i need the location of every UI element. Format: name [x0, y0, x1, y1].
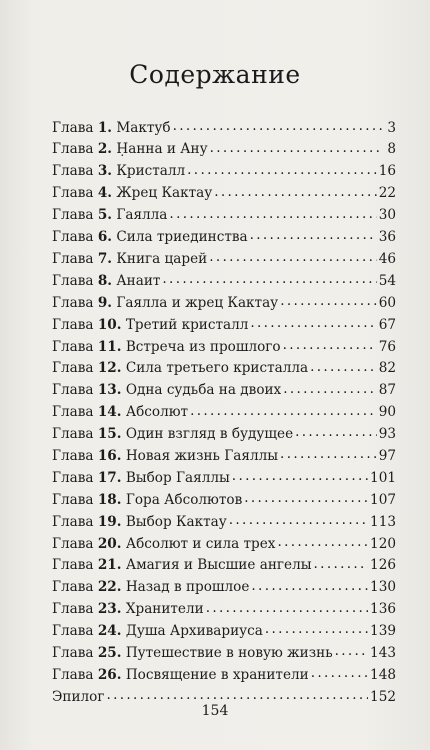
- dot-leader: [232, 468, 368, 482]
- toc-entry-label: [52, 229, 248, 245]
- dot-leader: [250, 315, 376, 329]
- toc-page-number: 36: [378, 229, 396, 246]
- toc-entry-label: [52, 645, 333, 661]
- chapter-number: 9.: [97, 294, 113, 311]
- toc-entry-label: [52, 426, 293, 442]
- chapter-number: 19.: [97, 513, 122, 530]
- toc-entry: [52, 293, 396, 315]
- toc-page-number: 30: [378, 207, 396, 224]
- chapter-title: Абсолют и сила трех: [125, 535, 276, 552]
- chapter-word: Глава: [52, 579, 94, 596]
- toc-page-number: 136: [370, 601, 396, 618]
- toc-entry: [52, 643, 396, 665]
- toc-entry-label: [52, 295, 278, 311]
- toc-page-number: 46: [378, 250, 396, 267]
- toc-page-number: 16: [378, 163, 396, 180]
- chapter-number: 2.: [97, 141, 113, 158]
- chapter-word: Глава: [52, 644, 94, 661]
- chapter-word: Глава: [52, 426, 94, 443]
- toc-entry-label: [52, 120, 171, 136]
- dot-leader: [209, 249, 376, 263]
- toc-entry: [52, 512, 396, 534]
- chapter-title: Эпилог: [52, 688, 105, 705]
- toc-entry-label: [52, 404, 188, 420]
- chapter-word: Глава: [52, 601, 94, 618]
- dot-leader: [206, 600, 368, 614]
- chapter-word: Глава: [52, 491, 94, 508]
- dot-leader: [280, 293, 377, 307]
- toc-entry: [52, 403, 396, 425]
- dot-leader: [173, 118, 382, 132]
- toc-entry: [52, 556, 396, 578]
- chapter-number: 25.: [97, 644, 122, 661]
- toc-entry-label: [52, 536, 275, 552]
- chapter-title: Ḥанна и Ану: [116, 141, 208, 158]
- chapter-word: Глава: [52, 623, 94, 640]
- toc-page-number: 139: [370, 623, 396, 640]
- toc-page-number: 93: [378, 426, 396, 443]
- dot-leader: [250, 227, 377, 241]
- chapter-word: Глава: [52, 119, 94, 136]
- chapter-number: 4.: [97, 185, 113, 202]
- toc-entry: [52, 446, 396, 468]
- chapter-number: 14.: [97, 404, 122, 421]
- chapter-number: 12.: [97, 360, 122, 377]
- chapter-word: Глава: [52, 272, 94, 289]
- chapter-title: Гаялла и жрец Кактау: [116, 294, 279, 311]
- chapter-word: Глава: [52, 360, 94, 377]
- chapter-title: Одна судьба на двоих: [125, 382, 282, 399]
- chapter-word: Глава: [52, 250, 94, 267]
- dot-leader: [265, 621, 368, 635]
- toc-entry: [52, 162, 396, 184]
- toc-entry: [52, 468, 396, 490]
- toc-page-number: 87: [378, 382, 396, 399]
- toc-entry-label: [52, 667, 309, 683]
- toc-entry: [52, 578, 396, 600]
- chapter-title: Анаит: [116, 272, 161, 289]
- chapter-number: 18.: [97, 491, 122, 508]
- toc-entry-label: [52, 141, 208, 157]
- dot-leader: [277, 534, 368, 548]
- toc-entry: [52, 140, 396, 162]
- toc-entry: [52, 227, 396, 249]
- chapter-title: Новая жизнь Гаяллы: [125, 447, 279, 464]
- chapter-title: Сила триединства: [116, 229, 248, 246]
- dot-leader: [169, 206, 376, 220]
- toc-page-number: 8: [387, 141, 396, 158]
- toc-page-number: 120: [370, 535, 396, 552]
- chapter-title: Путешествие в новую жизнь: [125, 644, 333, 661]
- dot-leader: [244, 490, 368, 504]
- chapter-title: Жрец Кактау: [116, 185, 213, 202]
- chapter-word: Глава: [52, 404, 94, 421]
- toc-page-number: 90: [378, 404, 396, 421]
- chapter-number: 1.: [97, 119, 113, 136]
- chapter-title: Гора Абсолютов: [125, 491, 243, 508]
- toc-page-number: 54: [378, 272, 396, 289]
- chapter-word: Глава: [52, 338, 94, 355]
- chapter-number: 7.: [97, 250, 113, 267]
- toc-entry: [52, 184, 396, 206]
- toc-page-number: 60: [378, 294, 396, 311]
- chapter-number: 24.: [97, 623, 122, 640]
- dot-leader: [190, 403, 377, 417]
- toc-entry-label: [52, 514, 227, 530]
- toc-entry-label: [52, 557, 312, 573]
- page-number: 154: [201, 703, 229, 719]
- chapter-word: Глава: [52, 535, 94, 552]
- chapter-number: 23.: [97, 601, 122, 618]
- dot-leader: [295, 424, 377, 438]
- dot-leader: [187, 162, 377, 176]
- chapter-word: Глава: [52, 666, 94, 683]
- toc-entry: [52, 206, 396, 228]
- dot-leader: [162, 271, 376, 285]
- chapter-number: 17.: [97, 469, 122, 486]
- chapter-number: 13.: [97, 382, 122, 399]
- toc-page-number: 113: [370, 513, 396, 530]
- toc-page-number: 97: [378, 447, 396, 464]
- chapter-title: Выбор Кактау: [125, 513, 227, 530]
- toc-entry-label: [52, 601, 204, 617]
- chapter-title: Душа Архивариуса: [125, 623, 263, 640]
- toc-entry: [52, 424, 396, 446]
- chapter-title: Хранители: [125, 601, 204, 618]
- dot-leader: [283, 381, 376, 395]
- toc-entry-label: [52, 163, 185, 179]
- chapter-number: 5.: [97, 207, 113, 224]
- chapter-word: Глава: [52, 382, 94, 399]
- chapter-number: 3.: [97, 163, 113, 180]
- toc-entry: [52, 381, 396, 403]
- toc-page-number: 152: [370, 688, 396, 705]
- chapter-number: 11.: [97, 338, 122, 355]
- toc-entry: [52, 249, 396, 271]
- chapter-title: Посвящение в хранители: [125, 666, 309, 683]
- toc-page-number: 130: [370, 579, 396, 596]
- chapter-title: Книга царей: [116, 250, 208, 267]
- chapter-title: Назад в прошлое: [125, 579, 250, 596]
- dot-leader: [335, 643, 368, 657]
- chapter-word: Глава: [52, 185, 94, 202]
- toc-entry: [52, 359, 396, 381]
- dot-leader: [310, 359, 377, 373]
- toc-page-number: 101: [370, 469, 396, 486]
- toc-entry: [52, 315, 396, 337]
- chapter-title: Амагия и Высшие ангелы: [125, 557, 312, 574]
- toc-page-number: 82: [378, 360, 396, 377]
- dot-leader: [229, 512, 368, 526]
- chapter-word: Глава: [52, 316, 94, 333]
- toc-entry-label: [52, 623, 263, 639]
- chapter-title: Кристалл: [116, 163, 186, 180]
- toc-entry-label: [52, 382, 281, 398]
- chapter-number: 15.: [97, 426, 122, 443]
- dot-leader: [210, 140, 382, 154]
- chapter-number: 10.: [97, 316, 122, 333]
- toc-entry-label: [52, 273, 160, 289]
- toc-entry-label: [52, 317, 248, 333]
- toc-entry: [52, 271, 396, 293]
- page-title: Содержание: [129, 60, 301, 89]
- toc-page-number: 126: [370, 557, 396, 574]
- toc-entry-label: [52, 492, 242, 508]
- chapter-title: Третий кристалл: [125, 316, 249, 333]
- dot-leader: [311, 665, 368, 679]
- toc-page-number: 67: [378, 316, 396, 333]
- chapter-number: 8.: [97, 272, 113, 289]
- toc-page-number: 143: [370, 644, 396, 661]
- toc-entry: [52, 490, 396, 512]
- chapter-number: 6.: [97, 229, 113, 246]
- toc-page-number: 76: [378, 338, 396, 355]
- chapter-title: Встреча из прошлого: [125, 338, 281, 355]
- chapter-number: 26.: [97, 666, 122, 683]
- chapter-word: Глава: [52, 163, 94, 180]
- chapter-title: Гаялла: [116, 207, 168, 224]
- chapter-word: Глава: [52, 469, 94, 486]
- toc-page-number: 107: [370, 491, 396, 508]
- chapter-word: Глава: [52, 557, 94, 574]
- toc-entry: [52, 337, 396, 359]
- dot-leader: [314, 556, 369, 570]
- chapter-title: Абсолют: [125, 404, 189, 421]
- chapter-word: Глава: [52, 294, 94, 311]
- chapter-title: Один взгляд в будущее: [125, 426, 294, 443]
- chapter-title: Мактуб: [116, 119, 171, 136]
- chapter-word: Глава: [52, 513, 94, 530]
- chapter-title: Выбор Гаяллы: [125, 469, 230, 486]
- toc-entry-label: [52, 470, 230, 486]
- dot-leader: [106, 687, 368, 701]
- chapter-number: 16.: [97, 447, 122, 464]
- toc-entry-label: [52, 339, 281, 355]
- chapter-title: Сила третьего кристалла: [125, 360, 309, 377]
- toc-page-number: 148: [370, 666, 396, 683]
- table-of-contents: [52, 118, 396, 709]
- toc-entry-label: [52, 251, 207, 267]
- chapter-number: 22.: [97, 579, 122, 596]
- dot-leader: [283, 337, 377, 351]
- toc-entry-label: [52, 185, 212, 201]
- dot-leader: [251, 578, 368, 592]
- toc-page-number: 22: [378, 185, 396, 202]
- chapter-word: Глава: [52, 207, 94, 224]
- toc-entry-label: [52, 360, 308, 376]
- toc-entry: [52, 600, 396, 622]
- toc-page-number: 3: [387, 119, 396, 136]
- toc-entry-label: [52, 448, 278, 464]
- dot-leader: [214, 184, 377, 198]
- toc-entry: [52, 534, 396, 556]
- chapter-word: Глава: [52, 141, 94, 158]
- toc-entry-label: [52, 207, 167, 223]
- toc-entry: [52, 118, 396, 140]
- chapter-number: 20.: [97, 535, 122, 552]
- chapter-word: Глава: [52, 229, 94, 246]
- toc-entry: [52, 621, 396, 643]
- chapter-number: 21.: [97, 557, 122, 574]
- toc-entry: [52, 665, 396, 687]
- dot-leader: [280, 446, 377, 460]
- chapter-word: Глава: [52, 447, 94, 464]
- toc-entry-label: [52, 579, 249, 595]
